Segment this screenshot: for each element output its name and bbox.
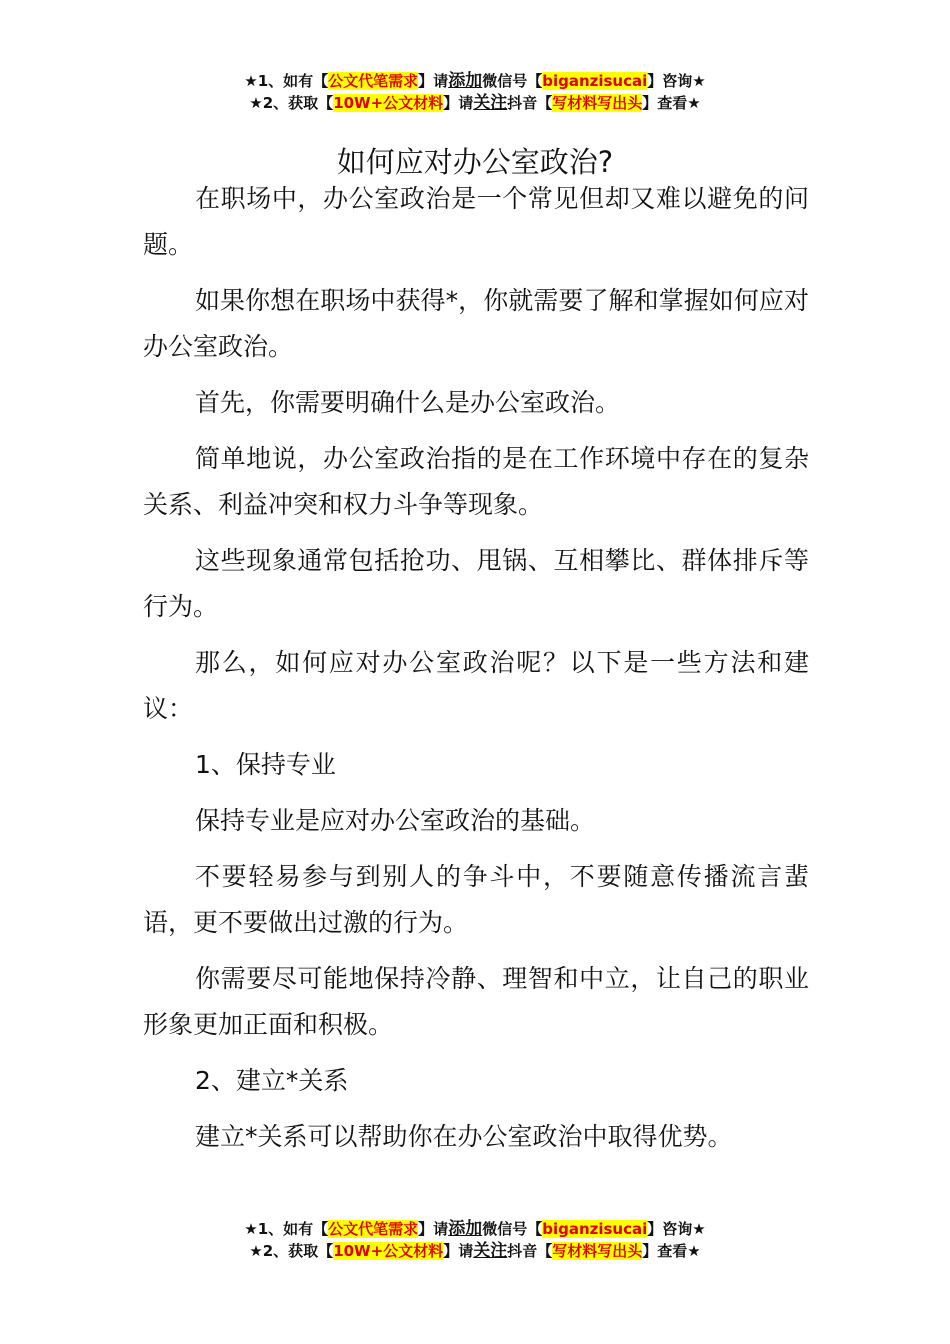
paragraph: 如果你想在职场中获得*，你就需要了解和掌握如何应对办公室政治。 <box>143 286 809 361</box>
banner-text: ★1、如有【 <box>244 72 329 90</box>
banner-text: 抖音【 <box>507 94 553 112</box>
paragraph: 保持专业是应对办公室政治的基础。 <box>195 806 596 835</box>
banner-line-1 <box>0 1218 950 1240</box>
banner-douyin-id: 写材料写出头 <box>552 1242 643 1260</box>
banner-text: 】查看★ <box>642 1242 701 1260</box>
banner-text: 抖音【 <box>507 1242 553 1260</box>
banner-underlined: 添加 <box>448 71 483 91</box>
banner-text: 】查看★ <box>642 94 701 112</box>
banner-text: 】请 <box>443 1242 474 1260</box>
paragraph: 这些现象通常包括抢功、甩锅、互相攀比、群体排斥等行为。 <box>143 546 809 621</box>
footer-banner <box>0 1218 950 1262</box>
banner-text: ★1、如有【 <box>244 1220 329 1238</box>
document-title: 如何应对办公室政治? <box>336 145 614 180</box>
paragraph: 简单地说，办公室政治指的是在工作环境中存在的复杂关系、利益冲突和权力斗争等现象。 <box>143 444 809 519</box>
banner-text: 】咨询★ <box>647 1220 706 1238</box>
banner-text: 】咨询★ <box>647 72 706 90</box>
section-heading: 1、保持专业 <box>195 750 336 779</box>
paragraph: 不要轻易参与到别人的争斗中，不要随意传播流言蜚语，更不要做出过激的行为。 <box>143 862 809 937</box>
banner-text: ★2、获取【 <box>249 94 334 112</box>
paragraph: 在职场中，办公室政治是一个常见但却又难以避免的问题。 <box>143 184 809 259</box>
banner-highlight: 公文代笔需求 <box>328 72 419 90</box>
banner-highlight: 公文代笔需求 <box>328 1220 419 1238</box>
banner-wechat-id: biganzisucai <box>542 1220 648 1238</box>
banner-text: 】请 <box>418 72 449 90</box>
paragraph: 你需要尽可能地保持冷静、理智和中立，让自己的职业形象更加正面和积极。 <box>143 964 809 1039</box>
banner-text: 】请 <box>418 1220 449 1238</box>
banner-wechat-id: biganzisucai <box>542 72 648 90</box>
banner-text: 微信号【 <box>482 1220 543 1238</box>
paragraph: 建立*关系可以帮助你在办公室政治中取得优势。 <box>195 1122 733 1151</box>
banner-line-2 <box>0 92 950 114</box>
banner-line-1 <box>0 70 950 92</box>
banner-highlight: 10W+公文材料 <box>333 94 444 112</box>
banner-douyin-id: 写材料写出头 <box>552 94 643 112</box>
banner-line-2 <box>0 1240 950 1262</box>
section-heading: 2、建立*关系 <box>195 1066 349 1095</box>
paragraph: 那么，如何应对办公室政治呢？以下是一些方法和建议： <box>143 648 809 723</box>
banner-underlined: 添加 <box>448 1219 483 1239</box>
banner-underlined: 关注 <box>473 93 508 113</box>
banner-underlined: 关注 <box>473 1241 508 1261</box>
banner-text: ★2、获取【 <box>249 1242 334 1260</box>
banner-text: 】请 <box>443 94 474 112</box>
banner-text: 微信号【 <box>482 72 543 90</box>
banner-highlight: 10W+公文材料 <box>333 1242 444 1260</box>
document-body <box>143 176 809 1170</box>
paragraph: 首先，你需要明确什么是办公室政治。 <box>195 388 621 417</box>
header-banner <box>0 70 950 114</box>
